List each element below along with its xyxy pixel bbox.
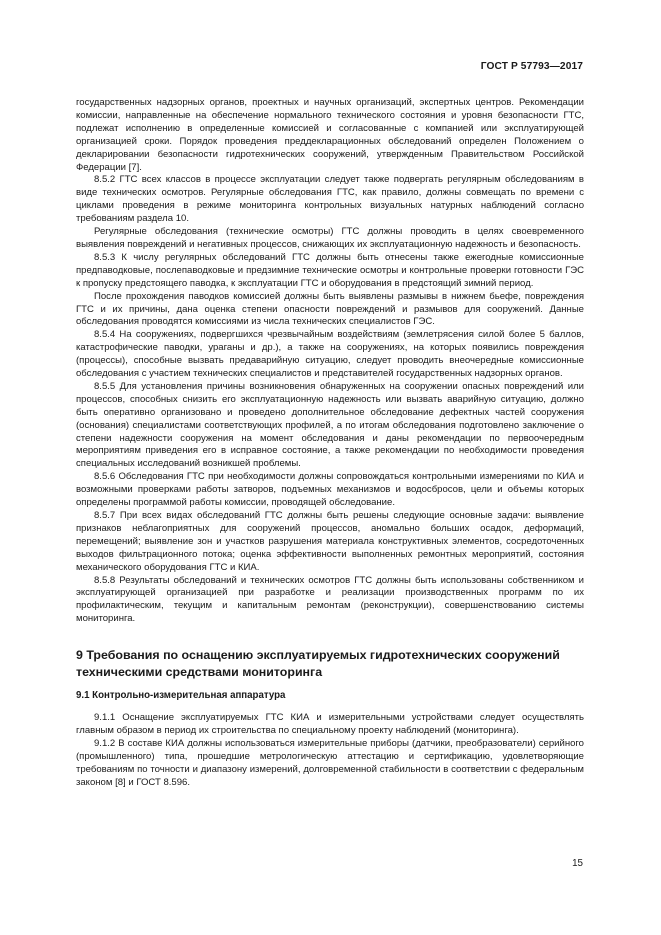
paragraph: государственных надзорных органов, проектных и научных организаций, экспертных центров. Рекомендации комиссии, направленные на обеспечение нормального технического состояния и уровня безопасности ГТС, подлежат исполнению в определенные комиссией и согласованные с компанией или эксплуатирующей организацией сроки. Порядок проведения преддекларационных обследований определен Положением о декларировании безопасности гидротехнических сооружений, утвержденным Правительством Российской Федерации [7].	[76, 97, 584, 173]
paragraph: 8.5.8 Результаты обследований и технических осмотров ГТС должны быть использованы собственником и эксплуатирующей организацией при разработке и реализации производственных программ по их профилактическим, текущим и капитальным ремонтам (реконструкции), совершенствованию системы мониторинга.	[76, 574, 584, 625]
document-code-header: ГОСТ Р 57793—2017	[480, 61, 583, 72]
paragraph: После прохождения паводков комиссией должны быть выявлены размывы в нижнем бьефе, повреждения ГТС и их причины, дана оценка степени опасности повреждений и размывов для сооружений. Данные обследования проводятся комиссиями из числа технических специалистов ГЭС.	[76, 290, 584, 328]
paragraph: 8.5.2 ГТС всех классов в процессе эксплуатации следует также подвергать регулярным обследованиям в виде технических осмотров. Регулярные обследования ГТС, как правило, должны совмещать по времени с циклами проведения в режиме мониторинга контрольных визуальных натурных наблюдений согласно требованиям раздела 10.	[76, 174, 584, 225]
paragraph: 8.5.6 Обследования ГТС при необходимости должны сопровождаться контрольными измерениями по КИА и возможными проверками работы затворов, подъемных механизмов и водосбросов, цели и объемы которых определены программой работы комиссии, проводящей обследование.	[76, 471, 584, 509]
document-body	[76, 97, 584, 789]
paragraph: 8.5.4 На сооружениях, подвергшихся чрезвычайным воздействиям (землетрясения силой более 5 баллов, катастрофические паводки, ураганы и др.), а также на сооружениях, на которых появились повреждения (процессы), способные вызвать предаварийную ситуацию, следует проводить внеочередные комиссионные обследования с участием технических специалистов и представителей государственных надзорных органов.	[76, 329, 584, 380]
paragraph: 8.5.7 При всех видах обследований ГТС должны быть решены следующие основные задачи: выявление признаков неблагоприятных для сооружений процессов, аномально больших осадок, деформаций, перемещений; выявление зон и участков разрушения материала конструктивных элементов, сосредоточенных выходов фильтрационного потока; оценка эффективности выполненных ремонтных мероприятий, состояния механического оборудования ГТС и КИА.	[76, 510, 584, 573]
paragraph: Регулярные обследования (технические осмотры) ГТС должны проводить в целях своевременного выявления повреждений и негативных процессов, снижающих их эксплуатационную надежность и безопасность.	[76, 226, 584, 250]
paragraph: 8.5.3 К числу регулярных обследований ГТС должны быть отнесены также ежегодные комиссионные предпаводковые, послепаводковые и предзимние технические осмотры и контрольные проверки готовности ГЭС к пропуску предстоящего паводка, к эксплуатации ГТС и оборудования в предстоящий зимний период.	[76, 251, 584, 289]
paragraph: 9.1.2 В составе КИА должны использоваться измерительные приборы (датчики, преобразователи) серийного (промышленного) типа, прошедшие метрологическую аттестацию и сертификацию, удовлетворяющие требованиям по точности и диапазону измерений, долговременной стабильности в соответствии с федеральным законом [8] и ГОСТ 8.596.	[76, 737, 584, 788]
subsection-heading: 9.1 Контрольно-измерительная аппаратура	[76, 689, 286, 701]
paragraph: 9.1.1 Оснащение эксплуатируемых ГТС КИА и измерительными устройствами следует осуществлять главным образом в период их строительства по специальному проекту наблюдений (мониторинга).	[76, 711, 584, 736]
spacer	[76, 702, 584, 712]
paragraph: 8.5.5 Для установления причины возникновения обнаруженных на сооружении опасных повреждений или процессов, способных снизить его эксплуатационную надежность или вызвать аварийную ситуацию, должно быть оперативно организовано и проведено дополнительное обследование дефектных частей сооружения (основания) специалистами соответствующих профилей, а по итогам обследования подготовлено заключение о степени надежности сооружения на момент обследования и даны рекомендации по первоочередным мероприятиям приведения его в исправное состояние, а также рекомендации по необходимости проведения специальных исследований возникшей проблемы.	[76, 380, 584, 470]
page-number: 15	[572, 858, 583, 869]
section-heading: 9 Требования по оснащению эксплуатируемых гидротехнических сооружений техническими средствами мониторинга	[76, 648, 560, 679]
